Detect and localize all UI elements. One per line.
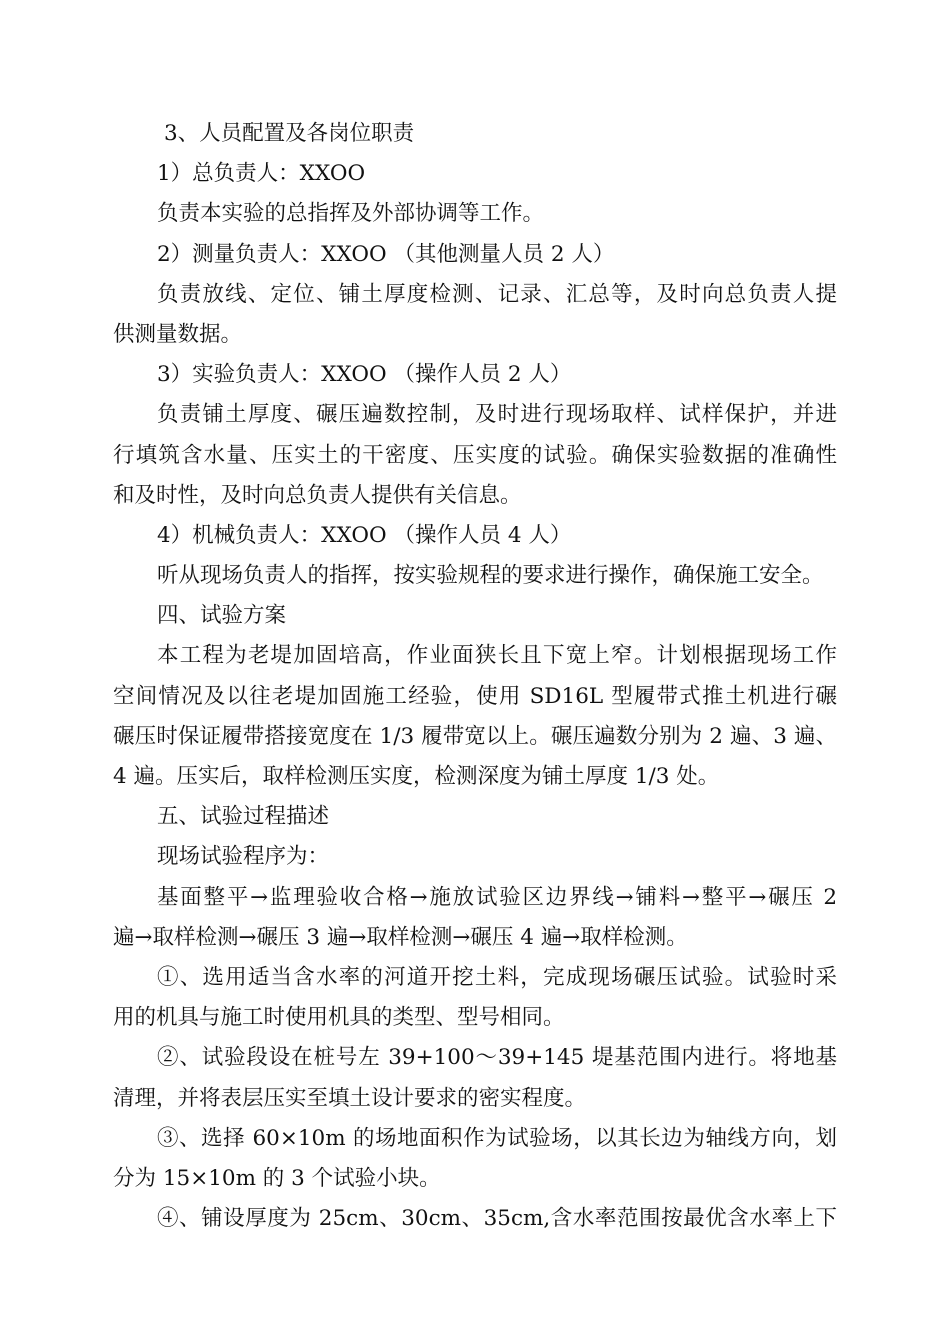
document-body	[113, 114, 837, 1239]
paragraph-line: 供测量数据。	[113, 321, 243, 347]
paragraph-line: 基面整平→监理验收合格→施放试验区边界线→铺料→整平→碾压 2	[157, 884, 837, 910]
paragraph-line: 听从现场负责人的指挥，按实验规程的要求进行操作，确保施工安全。	[157, 563, 824, 589]
paragraph-line: 分为 15×10m 的 3 个试验小块。	[113, 1165, 441, 1191]
role-survey-manager: 2）测量负责人：XXOO （其他测量人员 2 人）	[157, 241, 615, 267]
paragraph-line: ③、选择 60×10m 的场地面积作为试验场，以其长边为轴线方向，划	[157, 1125, 837, 1151]
role-lab-manager: 3）实验负责人：XXOO （操作人员 2 人）	[157, 362, 572, 388]
paragraph-line: 现场试验程序为：	[157, 844, 330, 870]
paragraph-line: ④、铺设厚度为 25cm、30cm、35cm,含水率范围按最优含水率上下	[157, 1206, 837, 1232]
paragraph-line: 用的机具与施工时使用机具的类型、型号相同。	[113, 1005, 565, 1031]
paragraph-line: 行填筑含水量、压实土的干密度、压实度的试验。确保实验数据的准确性	[113, 442, 837, 468]
section-heading-test-process: 五、试验过程描述	[157, 804, 330, 830]
paragraph-line: 负责放线、定位、铺土厚度检测、记录、汇总等，及时向总负责人提	[157, 281, 837, 307]
section-heading-test-plan: 四、试验方案	[157, 603, 287, 629]
paragraph-line: 遍→取样检测→碾压 3 遍→取样检测→碾压 4 遍→取样检测。	[113, 924, 688, 950]
paragraph-line: 和及时性，及时向总负责人提供有关信息。	[113, 482, 522, 508]
paragraph-line: 清理，并将表层压实至填土设计要求的密实程度。	[113, 1085, 587, 1111]
paragraph-line: 负责本实验的总指挥及外部协调等工作。	[157, 201, 545, 227]
role-machinery-manager: 4）机械负责人：XXOO （操作人员 4 人）	[157, 522, 572, 548]
paragraph-line: ②、试验段设在桩号左 39+100～39+145 堤基范围内进行。将地基	[157, 1045, 837, 1071]
paragraph-line: 空间情况及以往老堤加固施工经验，使用 SD16L 型履带式推土机进行碾	[113, 683, 837, 709]
paragraph-line: ①、选用适当含水率的河道开挖土料，完成现场碾压试验。试验时采	[157, 964, 837, 990]
role-general-manager: 1）总负责人：XXOO	[157, 161, 366, 187]
paragraph-line: 碾压时保证履带搭接宽度在 1/3 履带宽以上。碾压遍数分别为 2 遍、3 遍、	[113, 723, 837, 749]
section-heading-staffing: 3、人员配置及各岗位职责	[164, 121, 415, 146]
paragraph-line: 负责铺土厚度、碾压遍数控制，及时进行现场取样、试样保护，并进	[157, 402, 837, 428]
paragraph-line: 本工程为老堤加固培高，作业面狭长且下宽上窄。计划根据现场工作	[157, 643, 837, 669]
paragraph-line: 4 遍。压实后，取样检测压实度，检测深度为铺土厚度 1/3 处。	[113, 764, 720, 789]
